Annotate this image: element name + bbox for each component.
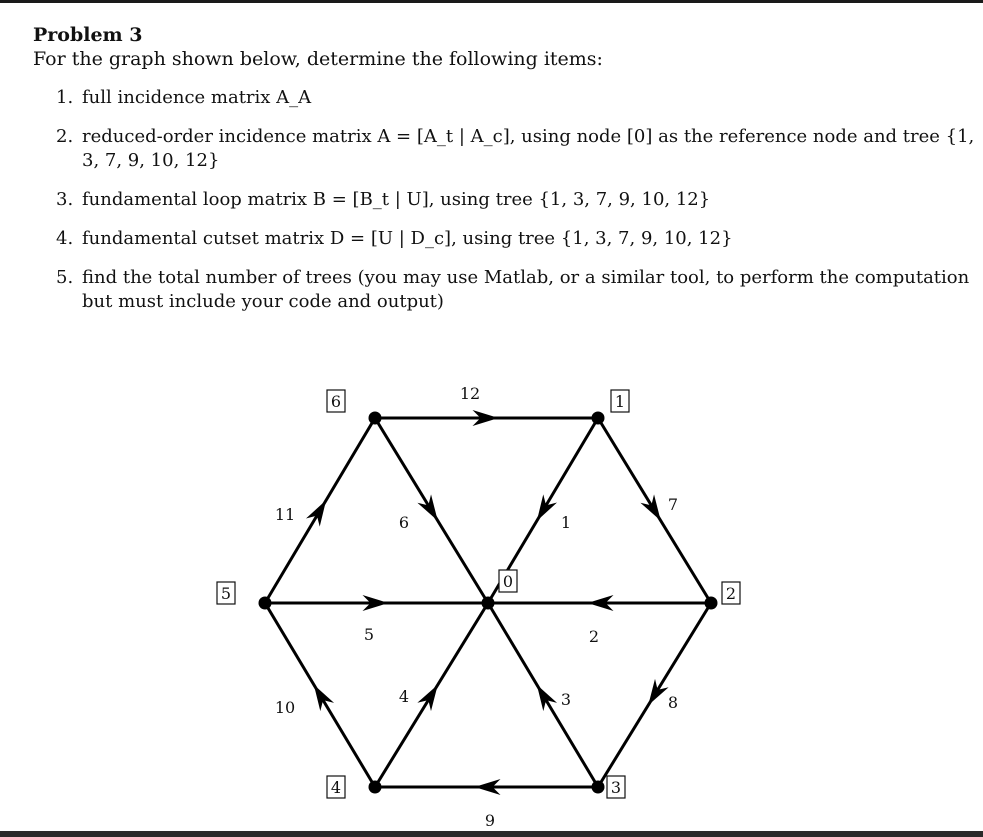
node-label-5: 5 [220, 584, 232, 603]
edge-arrow-6 [417, 494, 437, 520]
edge-label-10: 10 [274, 698, 296, 717]
node-label-3: 3 [610, 778, 622, 797]
edge-arrow-10 [314, 685, 334, 711]
item-text: full incidence matrix A_A [82, 87, 312, 108]
item-text: fundamental loop matrix B = [B_t | U], using tree {1, 3, 7, 9, 10, 12} [82, 189, 711, 210]
node-6 [369, 412, 382, 425]
edge-label-3: 3 [560, 690, 572, 709]
item-text: fundamental cutset matrix D = [U | D_c], using tree {1, 3, 7, 9, 10, 12} [82, 228, 733, 249]
edge-arrow-8 [648, 679, 668, 705]
node-label-0: 0 [502, 572, 514, 591]
item-number: 4. [56, 228, 74, 249]
edge-arrow-3 [537, 685, 557, 711]
edge-label-11: 11 [274, 505, 296, 524]
node-label-1: 1 [614, 392, 626, 411]
node-2 [705, 597, 718, 610]
node-label-4: 4 [330, 778, 342, 797]
edge-label-1: 1 [560, 513, 572, 532]
node-label-2: 2 [725, 584, 737, 603]
edge-label-4: 4 [398, 687, 410, 706]
edge-label-5: 5 [363, 625, 375, 644]
edge-arrow-4 [417, 685, 437, 711]
problem-intro: For the graph shown below, determine the following items: [33, 48, 603, 70]
top-rule [0, 0, 983, 3]
nodes-group [217, 390, 740, 798]
edge-label-7: 7 [667, 495, 679, 514]
edge-arrow-1 [537, 494, 557, 520]
node-0 [482, 597, 495, 610]
bottom-rule [0, 831, 983, 837]
item-number: 1. [56, 87, 74, 108]
problem-item [56, 227, 976, 251]
node-5 [259, 597, 272, 610]
problem-items-list [56, 86, 976, 329]
edge-label-2: 2 [588, 627, 600, 646]
edge-label-6: 6 [398, 513, 410, 532]
node-4 [369, 781, 382, 794]
node-3 [592, 781, 605, 794]
problem-heading: Problem 3 [33, 24, 143, 46]
graph-diagram [0, 380, 983, 830]
edge-label-8: 8 [667, 693, 679, 712]
item-text: find the total number of trees (you may use Matlab, or a similar tool, to perform the computation but must include your code and output) [82, 267, 970, 312]
item-number: 2. [56, 126, 74, 147]
edge-label-12: 12 [459, 384, 481, 403]
edge-arrow-7 [640, 494, 660, 520]
problem-item [56, 86, 976, 110]
problem-item [56, 188, 976, 212]
edge-arrow-11 [306, 500, 326, 526]
item-number: 3. [56, 189, 74, 210]
edge-label-9: 9 [484, 811, 496, 830]
node-label-6: 6 [330, 392, 342, 411]
item-text: reduced-order incidence matrix A = [A_t | A_c], using node [0] as the reference node and tree {1, 3, 7, 9, 10, 12} [82, 126, 975, 171]
problem-item [56, 266, 976, 314]
node-1 [592, 412, 605, 425]
problem-item [56, 125, 976, 173]
item-number: 5. [56, 267, 74, 288]
